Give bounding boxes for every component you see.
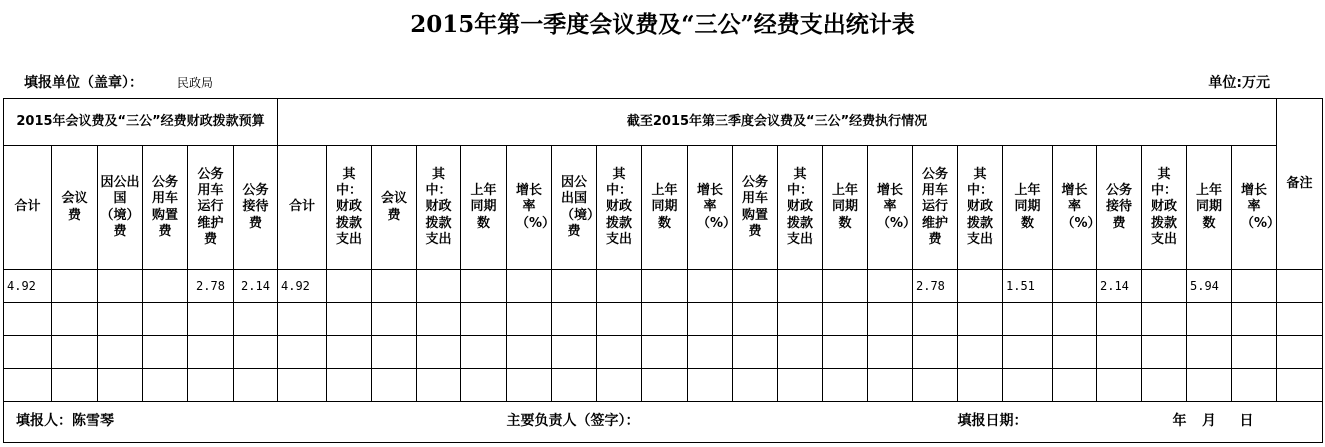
table-cell xyxy=(1003,336,1053,369)
fill-date: 填报日期： xyxy=(958,402,1097,443)
column-header xyxy=(913,146,958,270)
table-cell xyxy=(1187,303,1232,336)
column-header xyxy=(417,146,461,270)
column-header-label: 公务用车购置费 xyxy=(742,175,769,239)
table-cell xyxy=(642,270,688,303)
table-cell xyxy=(688,336,733,369)
column-header-label: 因公出国（境）费 xyxy=(561,175,601,239)
table-cell xyxy=(1053,270,1097,303)
column-header xyxy=(461,146,507,270)
table-cell xyxy=(327,369,372,402)
table-cell xyxy=(98,303,143,336)
table-cell xyxy=(417,336,461,369)
column-header-label: 增长率（%） xyxy=(1061,183,1101,231)
table-cell: 1.51 xyxy=(1003,270,1053,303)
table-cell xyxy=(1003,303,1053,336)
column-header xyxy=(278,146,327,270)
column-header-label: 合计 xyxy=(14,199,41,215)
column-header-label: 公务用车购置费 xyxy=(152,175,179,239)
leader-signature: 主要负责人（签字）： xyxy=(507,402,778,443)
table-cell xyxy=(642,369,688,402)
table-cell xyxy=(507,270,552,303)
table-cell xyxy=(597,369,642,402)
table-cell xyxy=(461,303,507,336)
table-cell xyxy=(461,369,507,402)
date-year: 年 xyxy=(1142,402,1187,443)
column-header xyxy=(1053,146,1101,270)
table-cell xyxy=(461,336,507,369)
column-header xyxy=(597,146,642,270)
table-cell xyxy=(733,336,778,369)
page-title: 2015年第一季度会议费及“三公”经费支出统计表 xyxy=(410,11,915,38)
table-cell xyxy=(98,270,143,303)
column-header xyxy=(143,146,188,270)
column-header-label: 增长率（%） xyxy=(516,183,556,231)
table-cell xyxy=(868,369,913,402)
table-cell xyxy=(778,270,823,303)
table-cell xyxy=(278,336,327,369)
table-cell xyxy=(552,303,597,336)
table-cell xyxy=(552,369,597,402)
table-cell xyxy=(188,303,234,336)
table-cell xyxy=(778,369,823,402)
table-cell: 5.94 xyxy=(1187,270,1232,303)
table-cell xyxy=(372,303,417,336)
table-cell xyxy=(597,303,642,336)
table-cell xyxy=(958,303,1003,336)
table-cell: 2.14 xyxy=(234,270,278,303)
table-cell xyxy=(327,336,372,369)
table-cell: 4.92 xyxy=(278,270,327,303)
table-cell xyxy=(958,336,1003,369)
column-header xyxy=(1232,146,1281,270)
column-header xyxy=(1003,146,1053,270)
date-day: 日 xyxy=(1232,402,1323,443)
table-cell xyxy=(1277,336,1323,369)
table-cell xyxy=(1232,369,1277,402)
table-cell xyxy=(98,369,143,402)
column-header-label: 上年同期数 xyxy=(1196,183,1223,231)
table-cell xyxy=(327,270,372,303)
column-header xyxy=(552,146,601,270)
table-cell xyxy=(1142,369,1187,402)
column-header xyxy=(372,146,417,270)
table-cell xyxy=(1277,303,1323,336)
column-header-label: 上年同期数 xyxy=(832,183,859,231)
table-cell xyxy=(778,303,823,336)
budget-group-header: 2015年会议费及“三公”经费财政拨款预算 xyxy=(4,99,278,146)
column-header xyxy=(188,146,234,270)
column-header-label: 公务接待费 xyxy=(242,183,269,231)
table-cell: 2.78 xyxy=(913,270,958,303)
table-cell xyxy=(868,336,913,369)
table-cell: 2.14 xyxy=(1097,270,1142,303)
table-cell xyxy=(143,369,188,402)
column-header-label: 其中：财政拨款支出 xyxy=(787,166,814,247)
table-cell xyxy=(52,303,98,336)
table-cell xyxy=(733,369,778,402)
table-cell xyxy=(688,270,733,303)
table-cell xyxy=(372,369,417,402)
table-cell xyxy=(913,336,958,369)
table-cell xyxy=(823,270,868,303)
table-cell xyxy=(1142,270,1187,303)
table-cell xyxy=(98,336,143,369)
table-cell xyxy=(823,336,868,369)
table-cell xyxy=(327,303,372,336)
column-header-label: 其中：财政拨款支出 xyxy=(425,166,452,247)
table-cell xyxy=(188,369,234,402)
column-header-label: 公务接待费 xyxy=(1106,183,1133,231)
column-header xyxy=(868,146,917,270)
column-header xyxy=(642,146,688,270)
column-header xyxy=(98,146,143,270)
table-cell xyxy=(417,369,461,402)
table-row xyxy=(4,303,1323,336)
table-cell xyxy=(1053,303,1097,336)
column-header xyxy=(52,146,98,270)
table-cell xyxy=(552,336,597,369)
statistics-table xyxy=(3,98,1323,443)
table-cell xyxy=(143,336,188,369)
table-cell: 2.78 xyxy=(188,270,234,303)
table-cell xyxy=(1097,369,1142,402)
table-cell xyxy=(4,336,52,369)
table-cell xyxy=(52,270,98,303)
column-header-label: 增长率（%） xyxy=(1241,183,1281,231)
column-header-label: 增长率（%） xyxy=(697,183,737,231)
table-cell xyxy=(372,270,417,303)
table-cell xyxy=(1003,369,1053,402)
reporting-unit-value: 民政局 xyxy=(177,76,214,90)
table-cell xyxy=(597,270,642,303)
table-cell xyxy=(1232,336,1277,369)
table-cell xyxy=(417,270,461,303)
filler: 填报人：陈雪琴 xyxy=(4,402,143,443)
footer-row xyxy=(4,402,1323,443)
table-cell xyxy=(372,336,417,369)
table-cell xyxy=(823,369,868,402)
column-header xyxy=(823,146,868,270)
table-cell xyxy=(461,270,507,303)
column-header xyxy=(327,146,372,270)
table-cell xyxy=(1053,369,1097,402)
table-cell xyxy=(507,303,552,336)
table-cell xyxy=(1142,336,1187,369)
table-cell xyxy=(1232,303,1277,336)
table-row xyxy=(4,369,1323,402)
column-header-label: 上年同期数 xyxy=(470,183,497,231)
table-cell xyxy=(688,369,733,402)
table-cell xyxy=(913,303,958,336)
table-cell xyxy=(143,303,188,336)
table-cell xyxy=(1097,336,1142,369)
table-cell xyxy=(234,303,278,336)
table-cell xyxy=(868,270,913,303)
table-row xyxy=(4,270,1323,303)
table-cell xyxy=(958,369,1003,402)
table-cell xyxy=(733,270,778,303)
column-header-label: 增长率（%） xyxy=(877,183,917,231)
table-cell xyxy=(234,369,278,402)
table-cell xyxy=(642,336,688,369)
column-header xyxy=(958,146,1003,270)
column-header xyxy=(4,146,52,270)
table-cell xyxy=(4,369,52,402)
column-header xyxy=(234,146,278,270)
column-header-label: 公务用车运行维护费 xyxy=(197,166,224,247)
column-header xyxy=(507,146,556,270)
column-header-label: 其中：财政拨款支出 xyxy=(967,166,994,247)
table-cell xyxy=(1142,303,1187,336)
column-header-label: 其中：财政拨款支出 xyxy=(1151,166,1178,247)
execution-group-header: 截至2015年第三季度会议费及“三公”经费执行情况 xyxy=(278,99,1277,146)
column-header-label: 其中：财政拨款支出 xyxy=(606,166,633,247)
table-cell xyxy=(642,303,688,336)
table-cell xyxy=(278,369,327,402)
table-cell xyxy=(188,336,234,369)
table-cell xyxy=(778,336,823,369)
table-cell xyxy=(143,270,188,303)
column-header xyxy=(1187,146,1232,270)
table-cell xyxy=(733,303,778,336)
table-cell xyxy=(4,303,52,336)
column-header-label: 公务用车运行维护费 xyxy=(922,166,949,247)
table-cell xyxy=(552,270,597,303)
table-cell xyxy=(1277,369,1323,402)
column-header-label: 合计 xyxy=(288,199,315,215)
table-cell xyxy=(1187,369,1232,402)
table-cell xyxy=(52,336,98,369)
table-cell xyxy=(1187,336,1232,369)
table-cell xyxy=(1097,303,1142,336)
table-cell xyxy=(688,303,733,336)
column-header-label: 上年同期数 xyxy=(1014,183,1041,231)
table-cell xyxy=(507,369,552,402)
table-cell xyxy=(958,270,1003,303)
table-cell xyxy=(507,336,552,369)
table-cell xyxy=(913,369,958,402)
column-header-label: 因公出国（境）费 xyxy=(100,175,140,239)
reporting-unit-label: 填报单位（盖章）： xyxy=(24,75,143,91)
column-header xyxy=(1142,146,1187,270)
table-cell xyxy=(1277,270,1323,303)
table-cell: 4.92 xyxy=(4,270,52,303)
column-header-label: 其中：财政拨款支出 xyxy=(336,166,363,247)
column-header-label: 会议费 xyxy=(381,191,408,223)
column-header xyxy=(778,146,823,270)
date-month: 月 xyxy=(1187,402,1232,443)
table-cell xyxy=(868,303,913,336)
currency-unit: 单位:万元 xyxy=(1208,75,1270,91)
remarks-header: 备注 xyxy=(1277,99,1323,270)
table-row xyxy=(4,336,1323,369)
table-cell xyxy=(278,303,327,336)
table-cell xyxy=(1232,270,1277,303)
table-cell xyxy=(1053,336,1097,369)
column-header xyxy=(688,146,737,270)
table-cell xyxy=(234,336,278,369)
reporting-unit xyxy=(24,72,213,92)
column-header xyxy=(1097,146,1142,270)
column-header xyxy=(733,146,778,270)
table-cell xyxy=(417,303,461,336)
table-cell xyxy=(52,369,98,402)
column-header-label: 上年同期数 xyxy=(651,183,678,231)
column-header-label: 会议费 xyxy=(61,191,88,223)
table-cell xyxy=(823,303,868,336)
table-cell xyxy=(597,336,642,369)
